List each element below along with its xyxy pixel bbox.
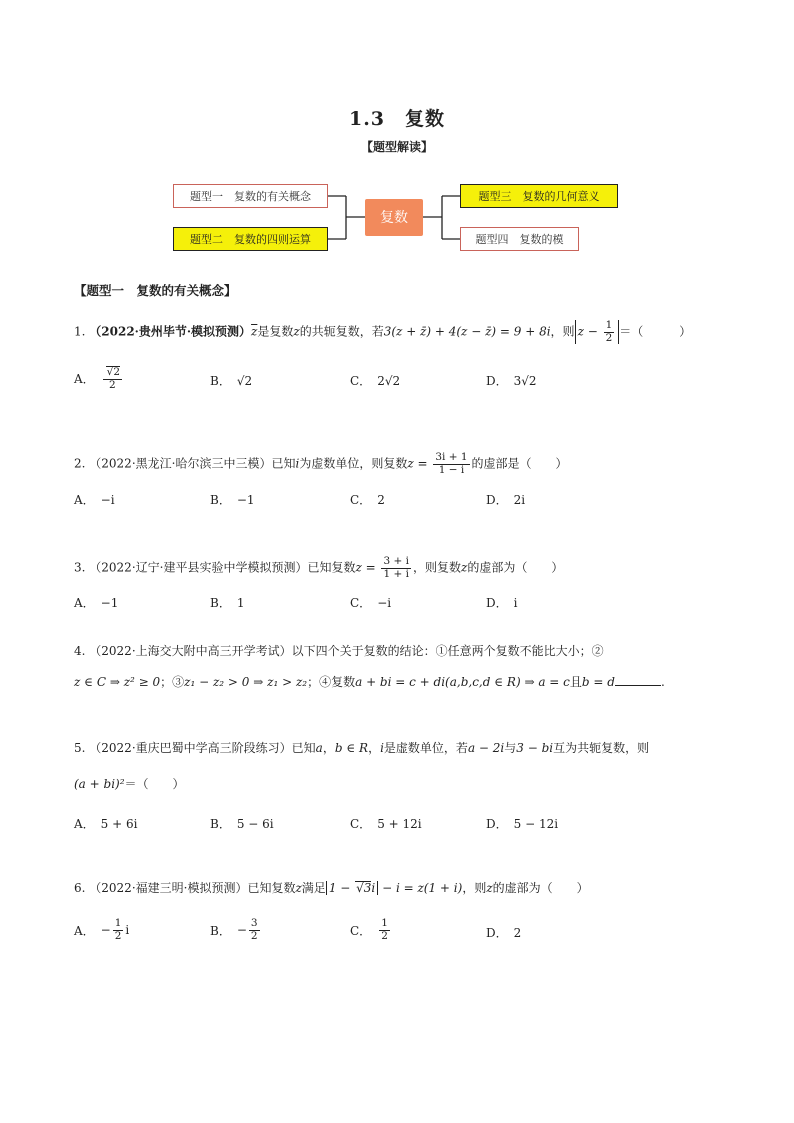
question-text: 为虚数单位，则复数 (299, 456, 408, 471)
mindmap-node-type1: 题型一 复数的有关概念 (173, 184, 328, 208)
option-a: A． − $\frac{1}{2}$ i (74, 917, 130, 942)
option-a: A． −1 (74, 595, 119, 610)
question-1: 1. （2022·贵州毕节·模拟预测）$\overline{z}$是复数z的共轭复数，若3(z + z̄) + 4(z − z̄) = 9 + 8i，则 z − $\frac{1}{2}$ ＝（ ） (74, 319, 692, 344)
mindmap-center-node: 复数 (365, 199, 423, 236)
question-source: （2022·上海交大附中高三开学考试） (89, 644, 292, 658)
option-c: C． 2√2 (350, 373, 401, 388)
answer-blank (615, 685, 661, 686)
option-d: D． 2i (486, 492, 526, 507)
question-number: 2. (74, 456, 86, 471)
option-c: C． 2 (350, 492, 385, 507)
question-6: 6. （2022·福建三明·模拟预测）已知复数z满足 1 − √3i − i = z(1 + i)，则z的虚部为（ ） (74, 881, 589, 895)
mindmap-node-type4: 题型四 复数的模 (460, 227, 579, 251)
question-5: 5. （2022·重庆巴蜀中学高三阶段练习）已知a，b ∈ R，i是虚数单位，若a − 2i与3 − bi互为共轭复数，则 (74, 741, 650, 755)
option-a: A． −i (74, 492, 115, 507)
question-number: 5. (74, 741, 86, 755)
question-number: 3. (74, 560, 86, 575)
question-source: （2022·贵州毕节·模拟预测） (89, 324, 252, 339)
option-b: B． √2 (210, 373, 253, 388)
question-5-line-2: (a + bi)²＝（ ） (74, 777, 185, 791)
question-source: （2022·黑龙江·哈尔滨三中三模） (89, 456, 272, 471)
question-text: 已知复数 (307, 560, 356, 575)
mindmap-node-type2: 题型二 复数的四则运算 (173, 227, 328, 251)
option-d: D． 2 (486, 925, 522, 940)
option-c: C． 5 + 12i (350, 816, 422, 831)
option-c: C． $\frac{1}{2}$ (350, 917, 388, 942)
page-title: 1.3 复数 (348, 108, 446, 130)
question-text: ＝（ ） (619, 324, 692, 339)
question-text: ，则 (550, 324, 575, 339)
mindmap-node-type3: 题型三 复数的几何意义 (460, 184, 618, 208)
question-2: 2. （2022·黑龙江·哈尔滨三中三模）已知i为虚数单位，则复数z = $\frac{3i + 1}{1 - i}$ 的虚部是（ ） (74, 451, 568, 476)
question-4-line-2: z ∈ C ⇒ z² ≥ 0；③z₁ − z₂ > 0 ⇒ z₁ > z₂；④复数a + bi = c + di(a,b,c,d ∈ R) ⇒ a = c且b = d . (74, 675, 665, 689)
question-text: 的共轭复数，若 (299, 324, 384, 339)
option-b: B． −1 (210, 492, 255, 507)
question-text: 以下四个关于复数的结论：①任意两个复数不能比大小；② (291, 644, 604, 658)
option-d: D． i (486, 595, 518, 610)
question-number: 1. (74, 324, 86, 339)
question-source: （2022·福建三明·模拟预测） (89, 881, 248, 895)
page-subtitle: 【题型解读】 (360, 140, 433, 154)
option-c: C． −i (350, 595, 392, 610)
option-d: D． 3√2 (486, 373, 537, 388)
mindmap-connectors (0, 0, 794, 300)
question-number: 6. (74, 881, 86, 895)
option-a: A． 5 + 6i (74, 816, 138, 831)
question-4 (74, 645, 604, 657)
question-text: 已知 (271, 456, 296, 471)
option-b: B． 1 (210, 595, 245, 610)
question-text: 是复数 (257, 324, 294, 339)
option-d: D． 5 − 12i (486, 816, 559, 831)
question-text: ，则复数 (413, 560, 462, 575)
question-3: 3. （2022·辽宁·建平县实验中学模拟预测）已知复数z = $\frac{3 + i}{1 + i}$ ，则复数z的虚部为（ ） (74, 555, 564, 580)
question-source: （2022·辽宁·建平县实验中学模拟预测） (89, 560, 308, 575)
question-equation: 3(z + z̄) + 4(z − z̄) = 9 + 8i (383, 324, 551, 339)
question-source: （2022·重庆巴蜀中学高三阶段练习） (89, 741, 292, 755)
question-number: 4. (74, 644, 86, 658)
option-b: B． 5 − 6i (210, 816, 274, 831)
option-a: A． $\frac{√2}{2}$ (74, 366, 121, 391)
question-text: 的虚部是（ ） (471, 456, 568, 471)
question-text: 的虚部为（ ） (467, 560, 564, 575)
option-b: B． − $\frac{3}{2}$ (210, 917, 258, 942)
section-heading: 【题型一 复数的有关概念】 (74, 283, 237, 298)
